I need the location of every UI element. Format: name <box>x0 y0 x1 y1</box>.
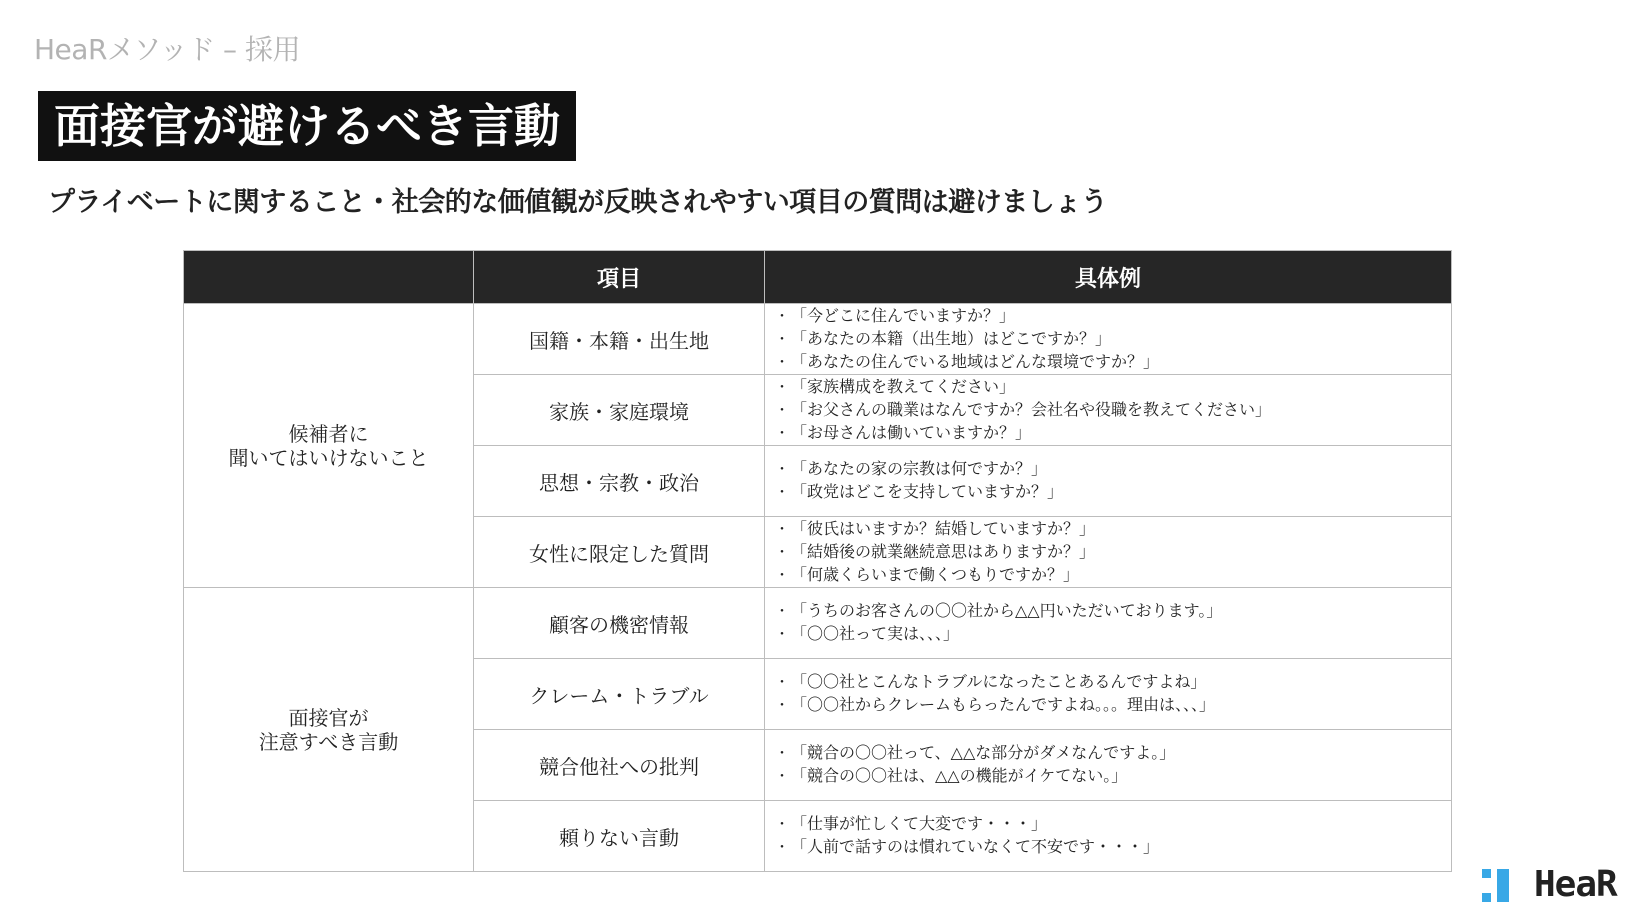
group-label-line: 聞いてはいけないこと <box>228 445 429 470</box>
example-text: ・ 「〇〇社とこんなトラブルになったことあるんですよね」 <box>775 671 1451 694</box>
group-label-line: 面接官が <box>288 705 369 730</box>
page-subtitle: プライベートに関すること・社会的な価値観が反映されやすい項目の質問は避けましょう <box>48 187 1108 218</box>
item-cell: 頼りない言動 <box>474 801 765 872</box>
examples-cell <box>765 588 1452 659</box>
item-cell: 競合他社への批判 <box>474 730 765 801</box>
example-text: ・ 「競合の〇〇社って、△△な部分がダメなんですよ。」 <box>775 742 1451 765</box>
table-header-row <box>184 251 1452 304</box>
example-text: ・ 「何歳くらいまで働くつもりですか？」 <box>775 564 1451 587</box>
example-text: ・ 「競合の〇〇社は、△△の機能がイケてない。」 <box>775 765 1451 788</box>
examples-cell <box>765 659 1452 730</box>
logo-square-bottom <box>1482 893 1491 902</box>
group-label-line: 注意すべき言動 <box>258 729 399 754</box>
example-text: ・ 「結婚後の就業継続意思はありますか？」 <box>775 541 1451 564</box>
item-cell: 家族・家庭環境 <box>474 375 765 446</box>
example-text: ・ 「お父さんの職業はなんですか？会社名や役職を教えてください」 <box>775 399 1451 422</box>
examples-cell <box>765 730 1452 801</box>
examples-cell <box>765 446 1452 517</box>
example-text: ・ 「あなたの本籍（出生地）はどこですか？」 <box>775 328 1451 351</box>
hear-logo-text: HeaR <box>1534 864 1617 905</box>
example-text: ・ 「あなたの家の宗教は何ですか？」 <box>775 458 1451 481</box>
example-text: ・ 「うちのお客さんの〇〇社から△△円いただいております。」 <box>775 600 1451 623</box>
example-text: ・ 「政党はどこを支持していますか？」 <box>775 481 1451 504</box>
example-text: ・ 「あなたの住んでいる地域はどんな環境ですか？」 <box>775 351 1451 374</box>
column-header-examples: 具体例 <box>765 251 1452 304</box>
example-text: ・ 「今どこに住んでいますか？」 <box>775 305 1451 328</box>
header-label: HeaRメソッド – 採用 <box>34 33 300 66</box>
examples-cell <box>765 801 1452 872</box>
table-row <box>184 304 1452 375</box>
item-cell: 顧客の機密情報 <box>474 588 765 659</box>
column-header-group <box>184 251 474 304</box>
example-text: ・ 「〇〇社って実は、、、」 <box>775 623 1451 646</box>
group-label-candidate <box>184 304 474 588</box>
example-text: ・ 「彼氏はいますか？結婚していますか？」 <box>775 518 1451 541</box>
table-row <box>184 588 1452 659</box>
item-cell: 女性に限定した質問 <box>474 517 765 588</box>
group-label-interviewer <box>184 588 474 872</box>
example-text: ・ 「人前で話すのは慣れていなくて不安です・・・」 <box>775 836 1451 859</box>
item-cell: 国籍・本籍・出生地 <box>474 304 765 375</box>
hear-logo-mark <box>1482 866 1522 906</box>
example-text: ・ 「〇〇社からクレームもらったんですよね。。。理由は、、、」 <box>775 694 1451 717</box>
examples-cell <box>765 375 1452 446</box>
examples-cell <box>765 304 1452 375</box>
avoid-behaviors-table <box>183 250 1452 872</box>
hear-logo <box>1482 866 1618 906</box>
group-label-line: 候補者に <box>288 421 369 446</box>
page-title: 面接官が避けるべき言動 <box>38 91 576 161</box>
logo-bar <box>1497 869 1509 902</box>
examples-cell <box>765 517 1452 588</box>
example-text: ・ 「家族構成を教えてください」 <box>775 376 1451 399</box>
item-cell: クレーム・トラブル <box>474 659 765 730</box>
example-text: ・ 「仕事が忙しくて大変です・・・」 <box>775 813 1451 836</box>
logo-square-top <box>1482 869 1491 878</box>
item-cell: 思想・宗教・政治 <box>474 446 765 517</box>
column-header-item: 項目 <box>474 251 765 304</box>
example-text: ・ 「お母さんは働いていますか？」 <box>775 422 1451 445</box>
